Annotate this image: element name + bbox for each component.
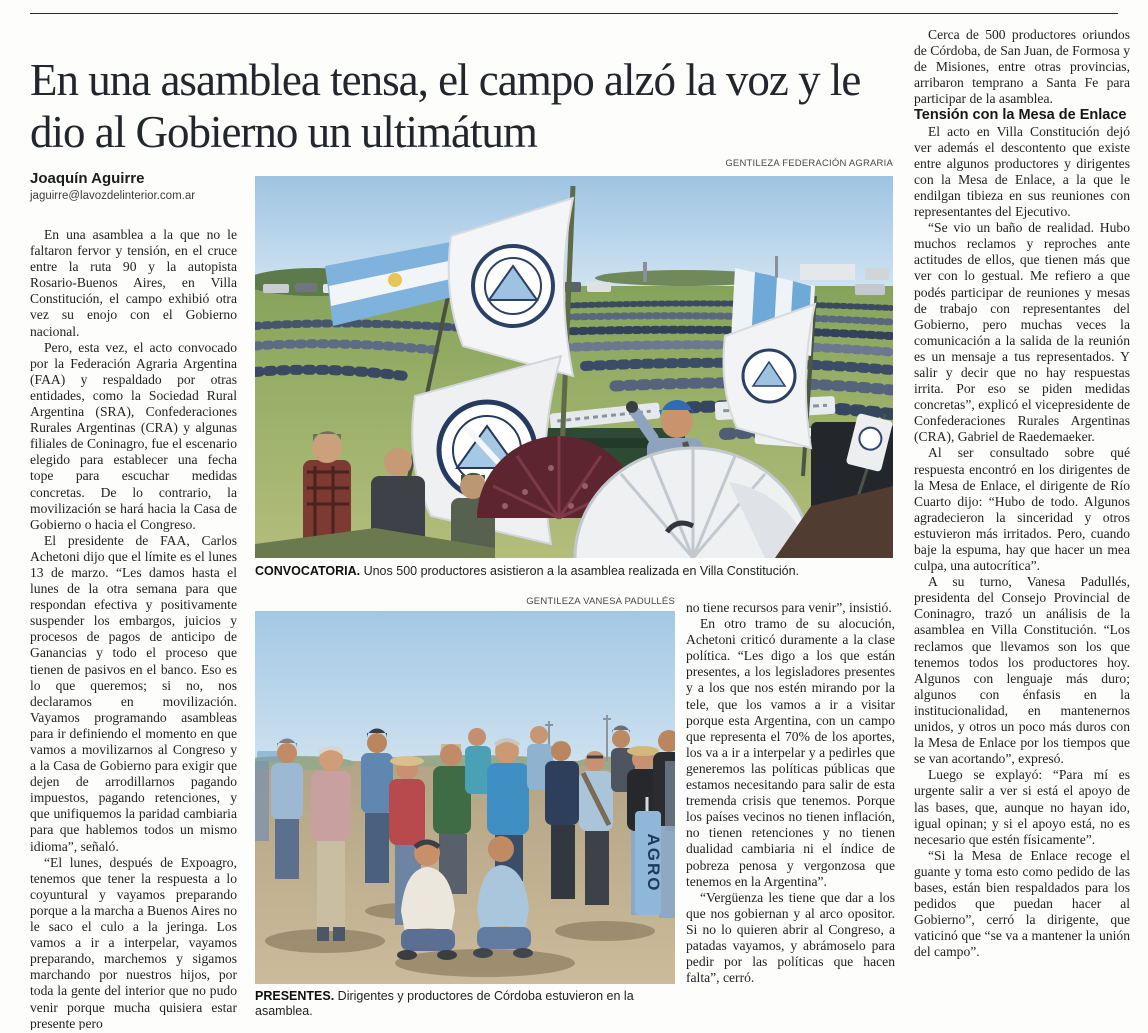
paragraph: El presidente de FAA, Carlos Achetoni dijo que el límite es el lunes 13 de marzo. “Les damos hasta el lunes de la otra semana para que respondan efectiva y positivamente suspender los embargos, juicios y procesos de pagos de anticipo de Ganancias y todo el proceso que tienen de pasivos en el banco. Eso es lo que queremos; si no, nos declaramos en movilización. Vayamos programando asambleas para ir definiendo el momento en que vamos a movilizarnos al Congreso y a la Casa de Gobierno para exigir que dejen de arrodillarnos pagando impuestos, pagando retenciones, y que unifiquemos la paridad cambiaria para que hablemos todos un mismo idioma”, señaló.	[30, 532, 237, 854]
middle-column	[686, 600, 895, 1033]
paragraph: En una asamblea a la que no le faltaron fervor y tensión, en el cruce entre la ruta 90 y la autopista Rosario-Buenos Aires, en Villa Constitución, el campo exhibió otra vez su enojo con el Gobierno nacional.	[30, 227, 237, 339]
photo-caption-grupo	[255, 989, 675, 1019]
paragraph: “Se vio un baño de realidad. Hubo muchos reclamos y reproches ante actitudes de ellos, que tienen más que ver con lo gestual. Me refiero a que podés participar de reuniones y mesas de trabajo con representantes del Gobierno, pero muchas veces la comunicación a la salida de la reunión es un mensaje a tus representados. Y salir y decir que no hay respuestas irrita. Por eso se piden medidas concretas”, explicó el vicepresidente de Confederaciones Rurales Argentinas (CRA), Gabriel de Raedemaeker.	[914, 220, 1130, 445]
byline-email: jaguirre@lavozdelinterior.com.ar	[30, 190, 196, 202]
paragraph: “Si la Mesa de Enlace recoge el guante y toma esto como pedido de las bases, están bien respaldados para los pedidos que puedan hacer al Gobierno”, cerró la dirigente, que vaticinó que “se va a mantener la unión del campo”.	[914, 847, 1130, 960]
photo-grupo	[255, 611, 675, 984]
paragraph: “El lunes, después de Expoagro, tenemos que tener la respuesta a lo coyuntural y vayamos preparando porque a la marcha a Buenos Aires no le saco el culo a la jeringa. Los vamos a ir a interpelar, vayamos preparando, marchemos y sigamos marchando por nuestros hijos, por toda la gente del interior que no pudo venir porque mucha quisiera estar presente pero	[30, 854, 237, 1030]
section-subhead: Tensión con la Mesa de Enlace	[914, 107, 1127, 124]
photo-credit-grupo: GENTILEZA VANESA PADULLÉS	[526, 596, 675, 607]
agro-flag-text: AGRO	[644, 833, 663, 893]
byline-author: Joaquín Aguirre	[30, 170, 145, 187]
photo-asamblea	[255, 176, 893, 558]
paragraph: El acto en Villa Constitución dejó ver además el descontento que existe entre algunos productores y dirigentes con la Mesa de Enlace, a la que le endilgan tibieza en sus reuniones con representantes del Ejecutivo.	[914, 123, 1130, 220]
photo-grupo-illustration	[255, 611, 675, 984]
left-column	[30, 227, 237, 1030]
caption-text: Unos 500 productores asistieron a la asamblea realizada en Villa Constitución.	[360, 564, 800, 578]
article-headline: En una asamblea tensa, el campo alzó la voz y le dio al Gobierno un ultimátum	[30, 55, 861, 158]
photo-credit-asamblea: GENTILEZA FEDERACIÓN AGRARIA	[725, 158, 893, 169]
right-column	[914, 27, 1130, 1030]
photo-caption-asamblea	[255, 564, 893, 579]
caption-lead: PRESENTES.	[255, 989, 335, 1003]
top-rule	[30, 13, 1118, 14]
paragraph: A su turno, Vanesa Padullés, presidenta del Consejo Provincial de Coninagro, trazó un análisis de la asamblea en Villa Constitución. “Los reclamos que llevamos son los que tenemos todos los productores hoy. Algunos con lenguaje más duro; algunos con énfasis en la institucionalidad, en mantenernos unidos, y otros un poco más duros con la Mesa de Enlace por los tiempos que se van acortando”, expresó.	[914, 574, 1130, 767]
paragraph: En otro tramo de su alocución, Achetoni criticó duramente a la clase política. “Les digo a los que están presentes, a los legisladores presentes y a los que nos estén mirando por la tele, que los vamos a ir a visitar porque esta Argentina, con un campo que representa el 70% de los aportes, los va a ir a interpelar y a pedirles que generemos las políticas públicas que estamos necesitando para salir de esta tremenda crisis que tenemos. Porque los países vecinos no tienen inflación, no tienen retenciones y no tienen dualidad cambiaria ni el índice de pobreza penosa y vergonzosa que tenemos en la Argentina”.	[686, 616, 895, 889]
paragraph: no tiene recursos para venir”, insistió.	[686, 600, 892, 615]
paragraph: “Vergüenza les tiene que dar a los que nos gobiernan y al arco opositor. Si no lo quieren abrir al Congreso, a patadas vayamos, y abrámoselo para pedir por las políticas que hacen falta”, cerró.	[686, 889, 895, 986]
caption-lead: CONVOCATORIA.	[255, 564, 361, 578]
paragraph: Luego se explayó: “Para mí es urgente salir a ver si está el apoyo de las bases, que, aunque no hayan ido, igual opinan; y si el apoyo está, no es necesario que estén físicamente”.	[914, 767, 1130, 847]
paragraph: Al ser consultado sobre qué respuesta encontró en los dirigentes de la Mesa de Enlace, el dirigente de Río Cuarto dijo: “Hubo de todo. Algunos agradecieron la sinceridad y otros estuvieron más irritados. Pero, cuando baje la espuma, hay que hacer un mea culpa, una autocrítica”.	[914, 445, 1130, 574]
photo-asamblea-illustration	[255, 176, 893, 558]
caption-text: Dirigentes y productores de Córdoba estuvieron en la asamblea.	[255, 989, 634, 1018]
paragraph: Cerca de 500 productores oriundos de Córdoba, de San Juan, de Formosa y de Misiones, entre otras provincias, arribaron temprano a Santa Fe para participar de la asamblea.	[914, 27, 1130, 107]
paragraph: Pero, esta vez, el acto convocado por la Federación Agraria Argentina (FAA) y respaldado por otras entidades, como la Sociedad Rural Argentina (SRA), Confederaciones Rurales Argentinas (CRA) y algunas filiales de Coninagro, fue el escenario elegido para establecer una fecha tope para escuchar medidas concretas. De lo contrario, la movilización se hará hacia la Casa de Gobierno o hacia el Congreso.	[30, 339, 237, 532]
